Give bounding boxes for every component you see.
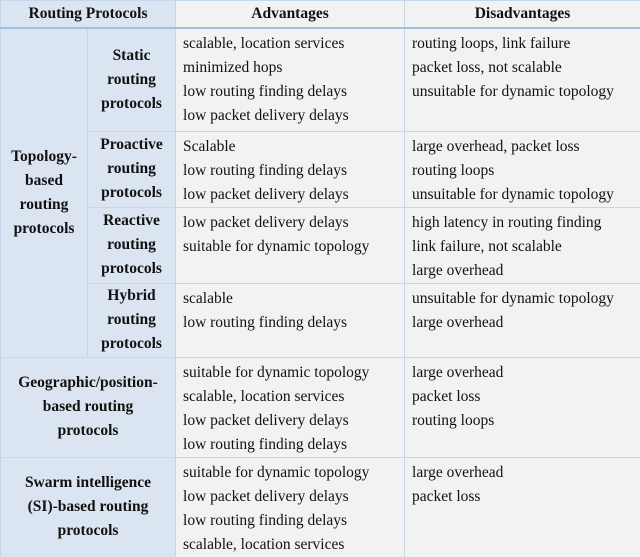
disadvantage-item: routing loops, link failure — [412, 32, 633, 56]
disadvantage-item: routing loops — [412, 409, 633, 433]
protocol-name: Static routing protocols — [88, 28, 176, 131]
table-row — [1, 28, 640, 131]
protocol-name: Hybrid routing protocols — [88, 283, 176, 357]
disadvantage-item: large overhead — [412, 461, 633, 485]
disadvantages-cell — [405, 28, 640, 131]
table-row — [1, 457, 640, 557]
advantage-item: low routing finding delays — [183, 509, 397, 533]
header-disadvantages: Disadvantages — [405, 1, 640, 29]
advantage-item: minimized hops — [183, 56, 397, 80]
protocol-name: Swarm intelligence (SI)-based routing protocols — [1, 457, 176, 557]
advantages-cell — [176, 207, 405, 283]
advantage-item: scalable, location services — [183, 32, 397, 56]
table-row — [1, 131, 640, 207]
disadvantage-item: link failure, not scalable — [412, 235, 633, 259]
advantage-item: low routing finding delays — [183, 159, 397, 183]
disadvantages-cell — [405, 283, 640, 357]
disadvantages-cell — [405, 131, 640, 207]
advantage-item: low routing finding delays — [183, 433, 397, 457]
disadvantage-item: packet loss — [412, 485, 633, 509]
advantages-cell — [176, 283, 405, 357]
advantage-item: scalable, location services — [183, 533, 397, 557]
disadvantage-item: routing loops — [412, 159, 633, 183]
disadvantages-cell — [405, 207, 640, 283]
header-advantages: Advantages — [176, 1, 405, 29]
disadvantage-item: large overhead — [412, 361, 633, 385]
advantages-cell — [176, 357, 405, 457]
advantage-item: low packet delivery delays — [183, 409, 397, 433]
advantage-item: low packet delivery delays — [183, 211, 397, 235]
disadvantages-cell — [405, 457, 640, 557]
advantage-item: scalable, location services — [183, 385, 397, 409]
header-routing-protocols: Routing Protocols — [1, 1, 176, 29]
table-row — [1, 207, 640, 283]
disadvantage-item: high latency in routing finding — [412, 211, 633, 235]
advantages-cell — [176, 28, 405, 131]
advantages-cell — [176, 131, 405, 207]
disadvantage-item: packet loss, not scalable — [412, 56, 633, 80]
disadvantage-item: unsuitable for dynamic topology — [412, 183, 633, 207]
header-row — [1, 1, 640, 29]
advantage-item: suitable for dynamic topology — [183, 361, 397, 385]
disadvantages-cell — [405, 357, 640, 457]
advantage-item: low packet delivery delays — [183, 485, 397, 509]
disadvantage-item: large overhead, packet loss — [412, 135, 633, 159]
advantage-item: low packet delivery delays — [183, 104, 397, 128]
advantage-item: low packet delivery delays — [183, 183, 397, 207]
disadvantage-item: unsuitable for dynamic topology — [412, 80, 633, 104]
table-row — [1, 357, 640, 457]
advantage-item: suitable for dynamic topology — [183, 461, 397, 485]
protocol-name: Geographic/position-based routing protocols — [1, 357, 176, 457]
advantage-item: suitable for dynamic topology — [183, 235, 397, 259]
advantages-cell — [176, 457, 405, 557]
disadvantage-item: unsuitable for dynamic topology — [412, 287, 633, 311]
topology-group-label: Topology-based routing protocols — [1, 28, 88, 357]
disadvantage-item: large overhead — [412, 311, 633, 335]
disadvantage-item: large overhead — [412, 259, 633, 283]
disadvantage-item: packet loss — [412, 385, 633, 409]
advantage-item: scalable — [183, 287, 397, 311]
advantage-item: low routing finding delays — [183, 80, 397, 104]
advantage-item: low routing finding delays — [183, 311, 397, 335]
protocol-name: Proactive routing protocols — [88, 131, 176, 207]
advantage-item: Scalable — [183, 135, 397, 159]
table-row — [1, 283, 640, 357]
protocol-name: Reactive routing protocols — [88, 207, 176, 283]
